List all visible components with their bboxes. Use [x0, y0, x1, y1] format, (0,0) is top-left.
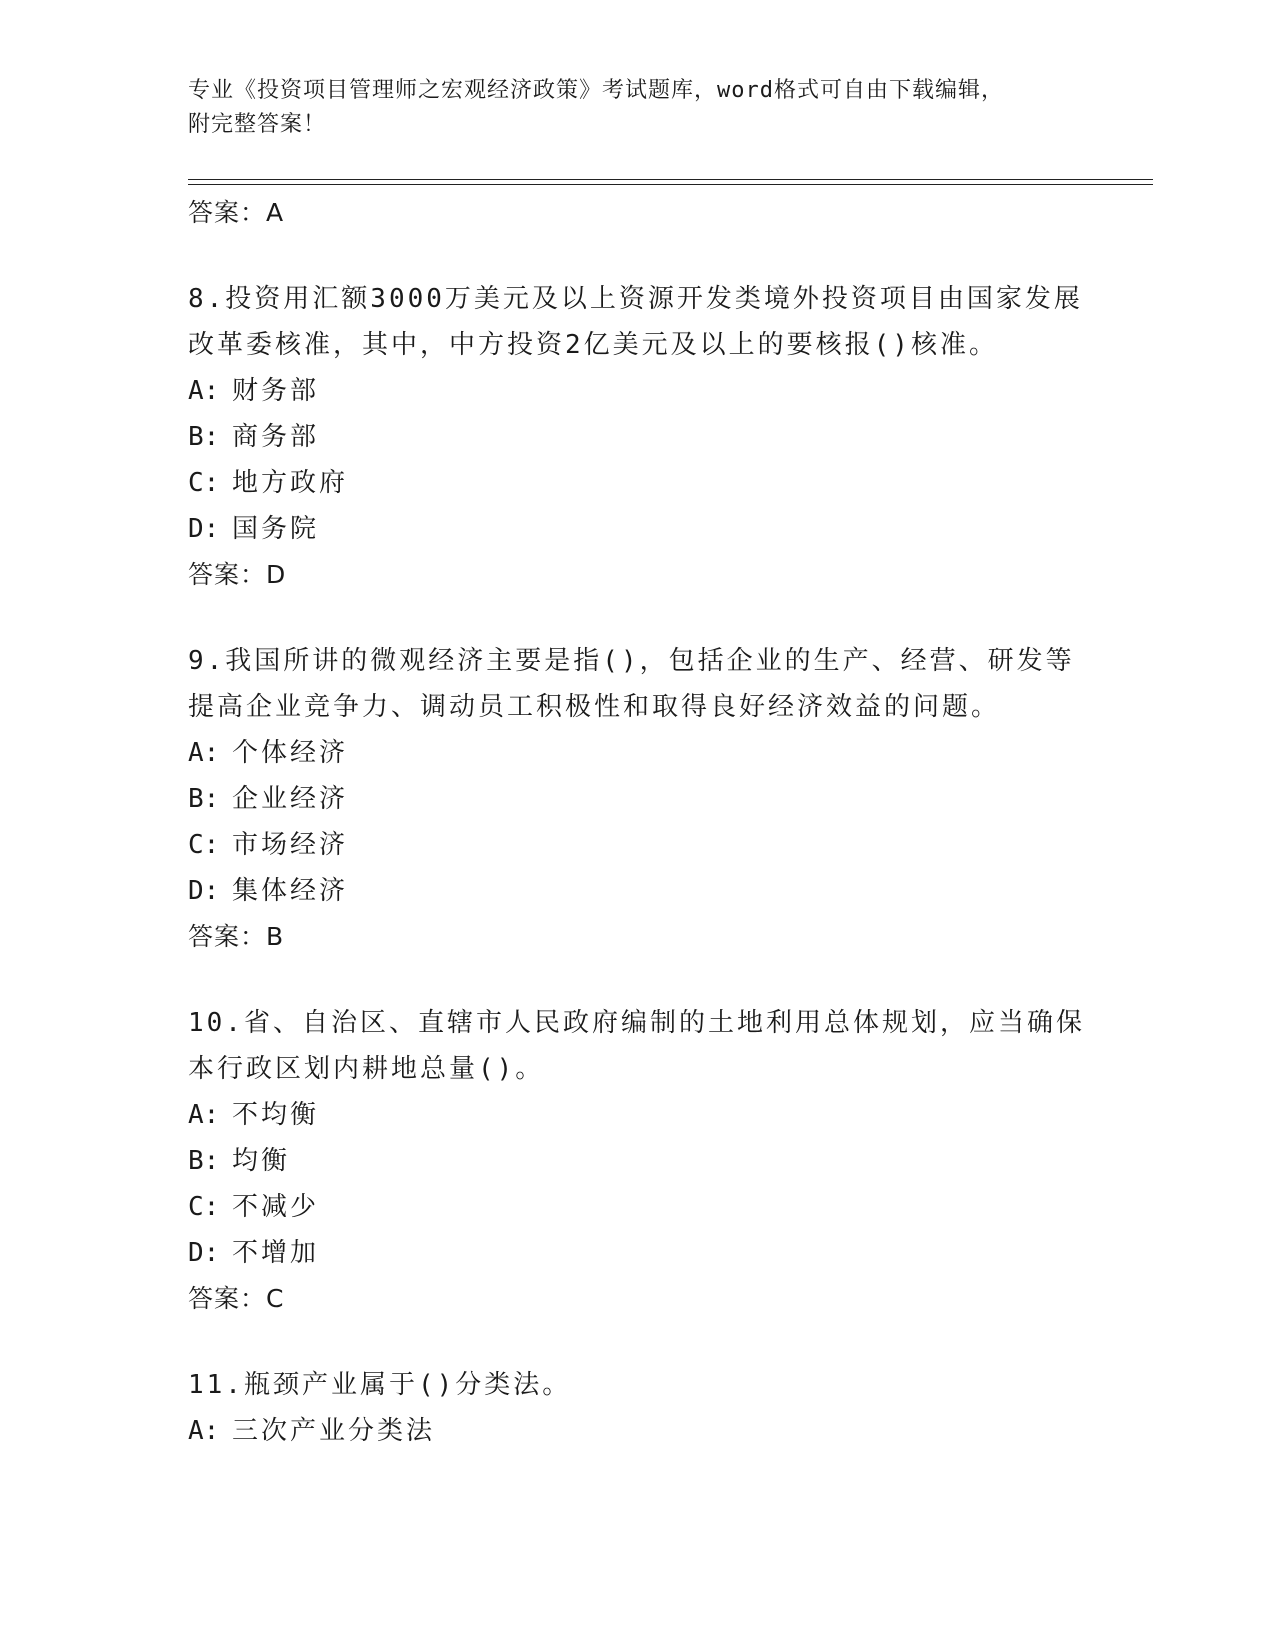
option-c — [188, 1184, 1088, 1230]
question-item — [188, 276, 1088, 598]
question-stem-line: 10.省、自治区、直辖市人民政府编制的土地利用总体规划，应当确保 — [188, 1008, 1085, 1038]
question-list — [188, 190, 1088, 1454]
option-text: 市场经济 — [232, 830, 349, 860]
question-stem-line: 9.我国所讲的微观经济主要是指()，包括企业的生产、经营、研发等 — [188, 646, 1075, 676]
option-text: 国务院 — [232, 514, 320, 544]
option-b — [188, 414, 1088, 460]
question-stem-line: 11.瓶颈产业属于()分类法。 — [188, 1370, 572, 1400]
option-key: B: — [188, 1146, 220, 1176]
option-d — [188, 1230, 1088, 1276]
option-key: A: — [188, 376, 220, 406]
option-key: C: — [188, 830, 220, 860]
option-text: 集体经济 — [232, 876, 349, 906]
option-key: B: — [188, 784, 220, 814]
option-text: 财务部 — [232, 376, 320, 406]
option-d — [188, 868, 1088, 914]
question-item — [188, 638, 1088, 960]
option-a — [188, 1408, 1088, 1454]
option-text: 均衡 — [232, 1146, 291, 1176]
header-line-1: 专业《投资项目管理师之宏观经济政策》考试题库，word格式可自由下载编辑， — [188, 78, 1004, 103]
option-d — [188, 506, 1088, 552]
answer-line: 答案：D — [188, 560, 287, 589]
option-text: 不均衡 — [232, 1100, 320, 1130]
option-key: B: — [188, 422, 220, 452]
option-text: 不减少 — [232, 1192, 320, 1222]
question-stem-line: 8.投资用汇额3000万美元及以上资源开发类境外投资项目由国家发展 — [188, 284, 1083, 314]
question-stem-line: 改革委核准，其中，中方投资2亿美元及以上的要核报()核准。 — [188, 330, 998, 360]
option-b — [188, 1138, 1088, 1184]
option-text: 三次产业分类法 — [232, 1416, 436, 1446]
header-divider-bottom — [188, 184, 1153, 185]
option-key: A: — [188, 1416, 220, 1446]
option-a — [188, 368, 1088, 414]
option-b — [188, 776, 1088, 822]
option-key: D: — [188, 514, 220, 544]
option-text: 个体经济 — [232, 738, 349, 768]
option-key: C: — [188, 1192, 220, 1222]
document-header — [188, 74, 1088, 142]
option-c — [188, 460, 1088, 506]
option-text: 企业经济 — [232, 784, 349, 814]
option-c — [188, 822, 1088, 868]
answer-line: 答案：A — [188, 198, 285, 227]
option-a — [188, 730, 1088, 776]
option-key: D: — [188, 1238, 220, 1268]
header-divider-top — [188, 179, 1153, 180]
option-key: A: — [188, 738, 220, 768]
question-item — [188, 1000, 1088, 1322]
answer-line: 答案：C — [188, 1284, 285, 1313]
question-stem-line: 提高企业竞争力、调动员工积极性和取得良好经济效益的问题。 — [188, 692, 1001, 722]
option-key: D: — [188, 876, 220, 906]
answer-line: 答案：B — [188, 922, 285, 951]
option-key: C: — [188, 468, 220, 498]
option-text: 商务部 — [232, 422, 320, 452]
option-text: 地方政府 — [232, 468, 349, 498]
question-item — [188, 1362, 1088, 1454]
option-text: 不增加 — [232, 1238, 320, 1268]
question-stem-line: 本行政区划内耕地总量()。 — [188, 1054, 545, 1084]
option-key: A: — [188, 1100, 220, 1130]
option-a — [188, 1092, 1088, 1138]
header-line-2: 附完整答案！ — [188, 112, 327, 137]
